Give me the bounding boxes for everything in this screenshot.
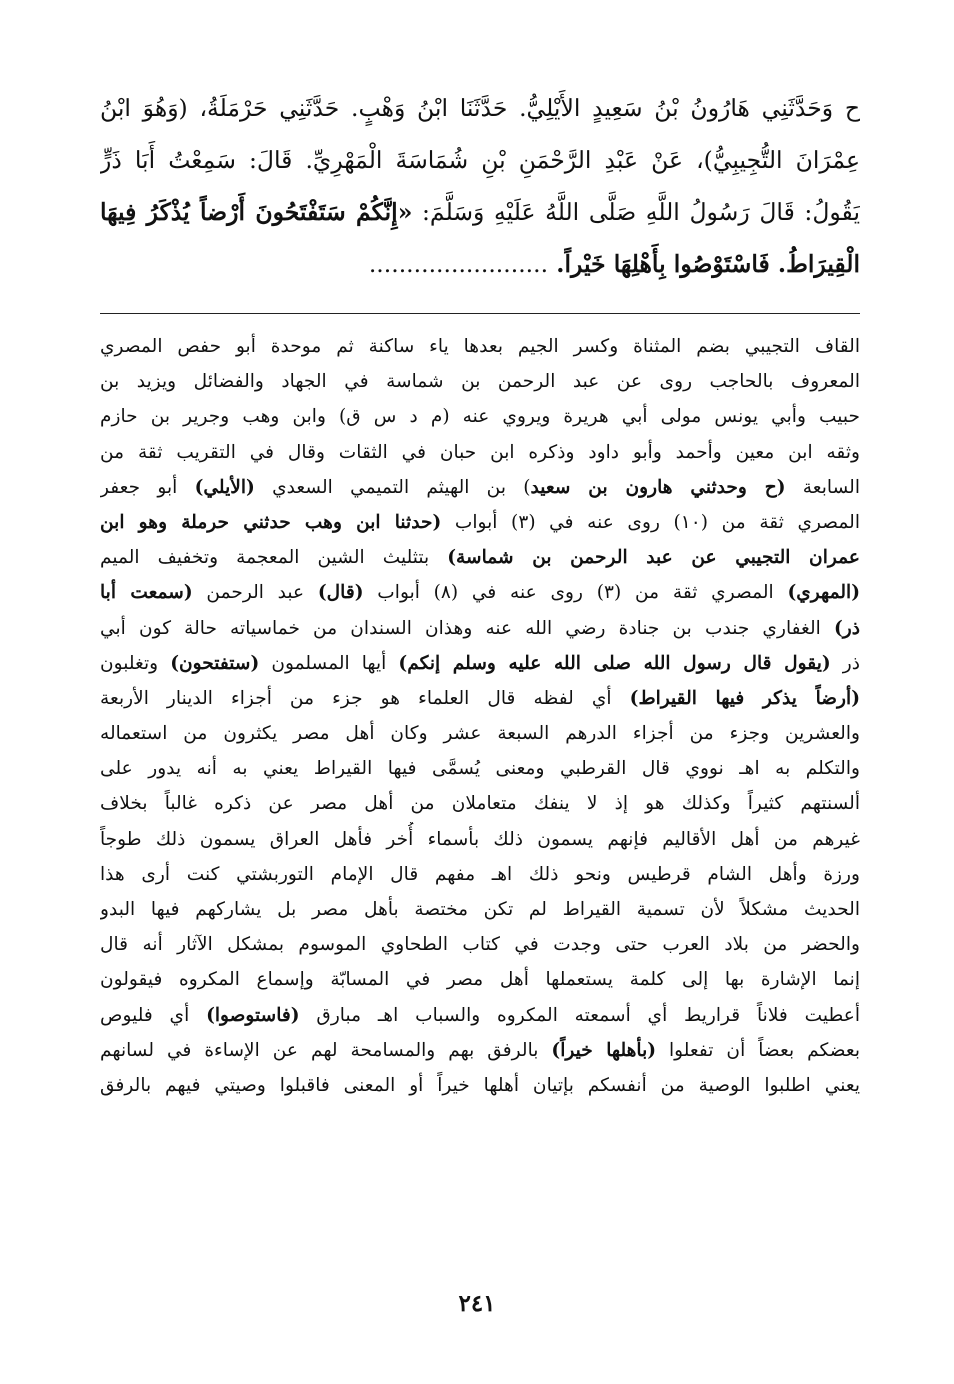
commentary-line [100,998,860,1033]
commentary-line [100,857,860,892]
page-number: ٢٤١ [458,1290,496,1317]
commentary-line [100,681,860,716]
text-segment: وتغلبون [100,652,171,674]
text-segment: والتكلم به اهـ نووي قال القرطبي ومعنى يُسمَّى فيها القيراط يعني به أنه يدور على [100,758,860,780]
text-segment: يعني اطلبوا الوصية من أنفسكم بإتيان أهلها خيراً أو المعنى فاقبلوا وصيتي فيهم بالرفق [100,1074,860,1096]
commentary-line [100,962,860,997]
text-segment: أبو جعفر [100,476,195,498]
hadith-text [100,82,860,290]
commentary-line [100,751,860,786]
text-segment: والحضر من بلاد العرب حتى وجدت في كتاب الطحاوي الموسوم بمشكل الآثار أنه قال [100,934,860,956]
text-segment: المعروف بالحاجب روى عن عبد الرحمن بن شماسة في الجهاد والفضائل ويزيد بن [100,371,860,393]
commentary-line [100,822,860,857]
text-segment: ) بن الهيثم التميمي السعدي [254,476,531,498]
text-segment: القاف التجيبي بضم المثناة وكسر الجيم بعدها ياء ساكنة ثم موحدة أبو حفص المصري [100,336,860,357]
bold-text-segment: الْقِيرَاطُ. فَاسْتَوْصُوا بِأَهْلِهَا خَيْراً. [548,250,860,278]
bold-text-segment: (يقول قال رسول الله صلى الله عليه وسلم إنكم) [398,652,831,674]
text-segment: ذر [830,652,860,674]
commentary-line [100,892,860,927]
commentary-line [100,399,860,434]
text-segment: عبد الرحمن [192,582,318,604]
commentary-line [100,1068,860,1103]
bold-text-segment: (فاستوصوا) [206,1004,300,1026]
bold-text-segment: (حدثنا ابن وهب حدثني حرملة وهو ابن [100,511,442,533]
text-segment: ألسنتهم كثيراً وكذلك هو إذ لا ينفك متعاملان من أهل مصر عن ذكره غالباً بخلاف [100,793,860,815]
text-segment: أعطيت فلاناً قراريط أي أسمعته المكروه والسباب اهـ مبارق [299,1004,860,1026]
hadith-line [100,238,860,290]
text-segment: الحديث مشكلاً لأن تسمية القيراط لم تكن مختصة بأهل مصر بل يشاركهم فيها البدو [100,899,860,920]
text-segment: السابعة [785,476,860,498]
hadith-line [100,186,860,238]
commentary-line [100,716,860,751]
text-segment: ح وَحَدَّثَنِي هَارُونُ بْنُ سَعِيدٍ الأَيْلِيُّ. حَدَّثَنَا ابْنُ وَهْبٍ. حَدَّثَنِي حَرْمَلَةُ، (وَهُوَ ابْنُ [100,94,860,122]
commentary-line [100,575,860,610]
commentary-line [100,646,860,681]
text-segment: أي فليوص [100,1004,207,1026]
bold-text-segment: (ستفتحون) [170,652,260,674]
text-segment: بالرفق بهم والمسامحة لهم عن الإساءة في لسانهم [100,1039,552,1061]
commentary-text [100,329,860,1103]
hadith-line [100,134,860,186]
text-segment: بتثليث الشين المعجمة وتخفيف الميم [100,547,448,569]
bold-text-segment: (ح وحدثني هارون بن سعيد [530,476,786,498]
bold-text-segment: (سمعت أبا [100,582,193,604]
commentary-line [100,927,860,962]
text-segment: غيرهم من أهل الأقاليم فإنهم يسمون ذلك بأسماء أُخر فأهل العراق يسمون ذلك طوجاً [100,828,860,850]
text-segment: أيها المسلمون [259,652,399,674]
commentary-line [100,364,860,399]
commentary-line [100,786,860,821]
commentary-line [100,540,860,575]
commentary-line [100,329,860,364]
commentary-line [100,470,860,505]
bold-text-segment: (الأيلي) [194,476,255,498]
commentary-line [100,611,860,646]
bold-text-segment: ذر) [833,617,860,639]
text-segment: المصري ثقة من (٣) روى عنه في (٨) أبواب [363,582,788,604]
text-segment: ورزة وأهل الشام قرطيس ونحو ذلك اهـ مفهم قال الإمام التوربشتي كنت أرى هذا [100,863,860,885]
footnote-divider [100,313,860,314]
text-segment: أي لفظه قال العلماء هو جزء من أجزاء الدينار الأربعة [100,687,630,709]
commentary-line [100,505,860,540]
text-segment: المصري ثقة من (١٠) روى عنه في (٣) أبواب [441,511,860,533]
text-segment: ........................ [368,250,549,278]
bold-text-segment: (قال) [317,582,364,604]
text-segment: والعشرين وجزء من أجزاء الدرهم السبعة عشر وكان أهل مصر يكثرون من استعماله [100,723,860,745]
text-segment: إنما الإشارة بها إلى كلمة يستعملها أهل مصر في المسابّة وإسماع المكروه فيقولون [100,969,860,991]
text-segment: وثقه ابن معين وأحمد وأبو داود وذكره ابن حبان في الثقات وقال في التقريب ثقة من [100,441,860,463]
commentary-line [100,435,860,470]
text-segment: الغفاري جندب بن جنادة رضي الله عنه وهذان السندان من خماسياته حالة كون أبي [100,617,834,639]
commentary-line [100,1033,860,1068]
bold-text-segment: (المهري) [787,582,860,604]
text-segment: يَقُولُ: قَالَ رَسُولُ اللَّهِ صَلَّى اللَّهُ عَلَيْهِ وَسَلَّمَ: [412,198,860,226]
bold-text-segment: (أرضاً يذكر فيها القيراط) [629,687,860,709]
bold-text-segment: «إِنَّكُمْ سَتَفْتَحُونَ أَرْضاً يُذْكَرُ فِيهَا [100,198,413,226]
text-segment: عِمْرَانَ التُّجِيبِيُّ)، عَنْ عَبْدِ الرَّحْمَنِ بْنِ شُمَاسَةَ الْمَهْرِيِّ. قَالَ: سَمِعْتُ أَبَا ذَرٍّ [100,146,860,174]
text-segment: حبيب وأبي يونس مولى أبي هريرة ويروي عنه (م د س ق) وابن وهب وجرير بن حازم [100,406,860,428]
bold-text-segment: (بأهلها خيراً) [551,1039,657,1061]
hadith-line [100,82,860,134]
bold-text-segment: عمران التجيبي عن عبد الرحمن بن شماسة) [447,547,860,569]
text-segment: بعضكم بعضاً أن تفعلوا [656,1039,860,1061]
